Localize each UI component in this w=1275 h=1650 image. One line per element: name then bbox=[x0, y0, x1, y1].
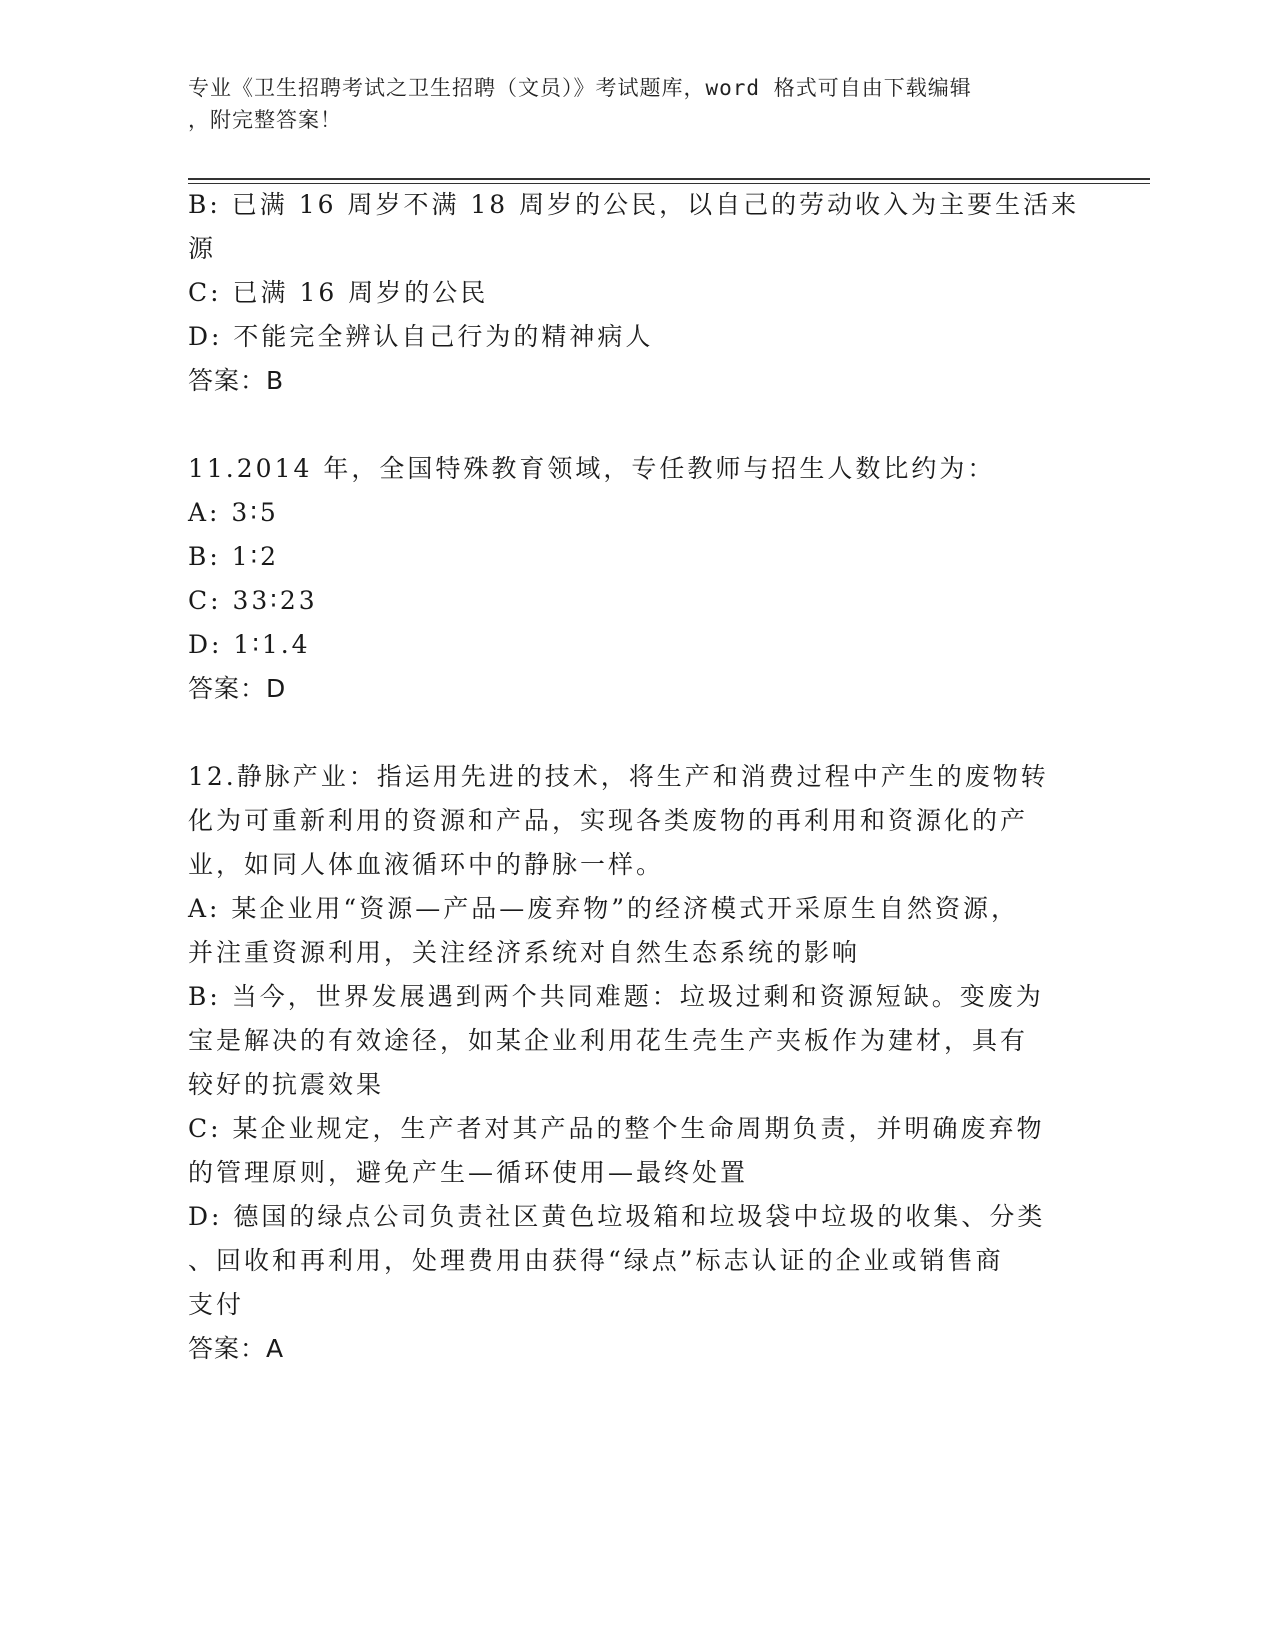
question-11-option-c: C: 33∶23 bbox=[188, 586, 318, 615]
question-12-option-a-line-1: A: 某企业用“资源—产品—废弃物”的经济模式开采原生自然资源， bbox=[188, 894, 1019, 923]
header-line-1: 专业《卫生招聘考试之卫生招聘（文员）》考试题库，word 格式可自由下载编辑 bbox=[188, 76, 972, 100]
question-12-stem-line-2: 化为可重新利用的资源和产品，实现各类废物的再利用和资源化的产 bbox=[188, 806, 1029, 835]
option-b-line-1: B: 已满 16 周岁不满 18 周岁的公民，以自己的劳动收入为主要生活来 bbox=[188, 190, 1080, 219]
question-12-answer: 答案：A bbox=[188, 1334, 285, 1363]
question-12-option-d-line-2: 、回收和再利用，处理费用由获得“绿点”标志认证的企业或销售商 bbox=[188, 1246, 1004, 1275]
question-12-option-b-line-2: 宝是解决的有效途径，如某企业利用花生壳生产夹板作为建材，具有 bbox=[188, 1026, 1029, 1055]
answer: 答案：B bbox=[188, 366, 285, 395]
option-c: C: 已满 16 周岁的公民 bbox=[188, 278, 489, 307]
header-line-2: ，附完整答案！ bbox=[188, 108, 342, 132]
question-11-option-a: A: 3∶5 bbox=[188, 498, 279, 527]
question-11-option-b: B: 1∶2 bbox=[188, 542, 280, 571]
question-11-stem: 11.2014 年，全国特殊教育领域，专任教师与招生人数比约为： bbox=[188, 454, 996, 483]
option-b-line-2: 源 bbox=[188, 234, 217, 263]
question-11-answer: 答案：D bbox=[188, 674, 287, 703]
question-12-option-b-line-3: 较好的抗震效果 bbox=[188, 1070, 385, 1099]
question-12-stem-line-3: 业，如同人体血液循环中的静脉一样。 bbox=[188, 850, 665, 879]
question-12-stem-line-1: 12.静脉产业：指运用先进的技术，将生产和消费过程中产生的废物转 bbox=[188, 762, 1049, 791]
header-divider-thin bbox=[188, 183, 1150, 184]
question-12-option-c-line-1: C: 某企业规定，生产者对其产品的整个生命周期负责，并明确废弃物 bbox=[188, 1114, 1045, 1143]
question-12-option-a-line-2: 并注重资源利用，关注经济系统对自然生态系统的影响 bbox=[188, 938, 861, 967]
option-d: D: 不能完全辨认自己行为的精神病人 bbox=[188, 322, 654, 351]
question-12-option-d-line-3: 支付 bbox=[188, 1290, 245, 1319]
question-12-option-b-line-1: B: 当今，世界发展遇到两个共同难题：垃圾过剩和资源短缺。变废为 bbox=[188, 982, 1044, 1011]
question-12-option-c-line-2: 的管理原则，避免产生—循环使用—最终处置 bbox=[188, 1158, 749, 1187]
question-12-option-d-line-1: D: 德国的绿点公司负责社区黄色垃圾箱和垃圾袋中垃圾的收集、分类 bbox=[188, 1202, 1046, 1231]
header-divider bbox=[188, 178, 1150, 180]
document-header bbox=[188, 72, 1088, 136]
question-11-option-d: D: 1∶1.4 bbox=[188, 630, 311, 659]
